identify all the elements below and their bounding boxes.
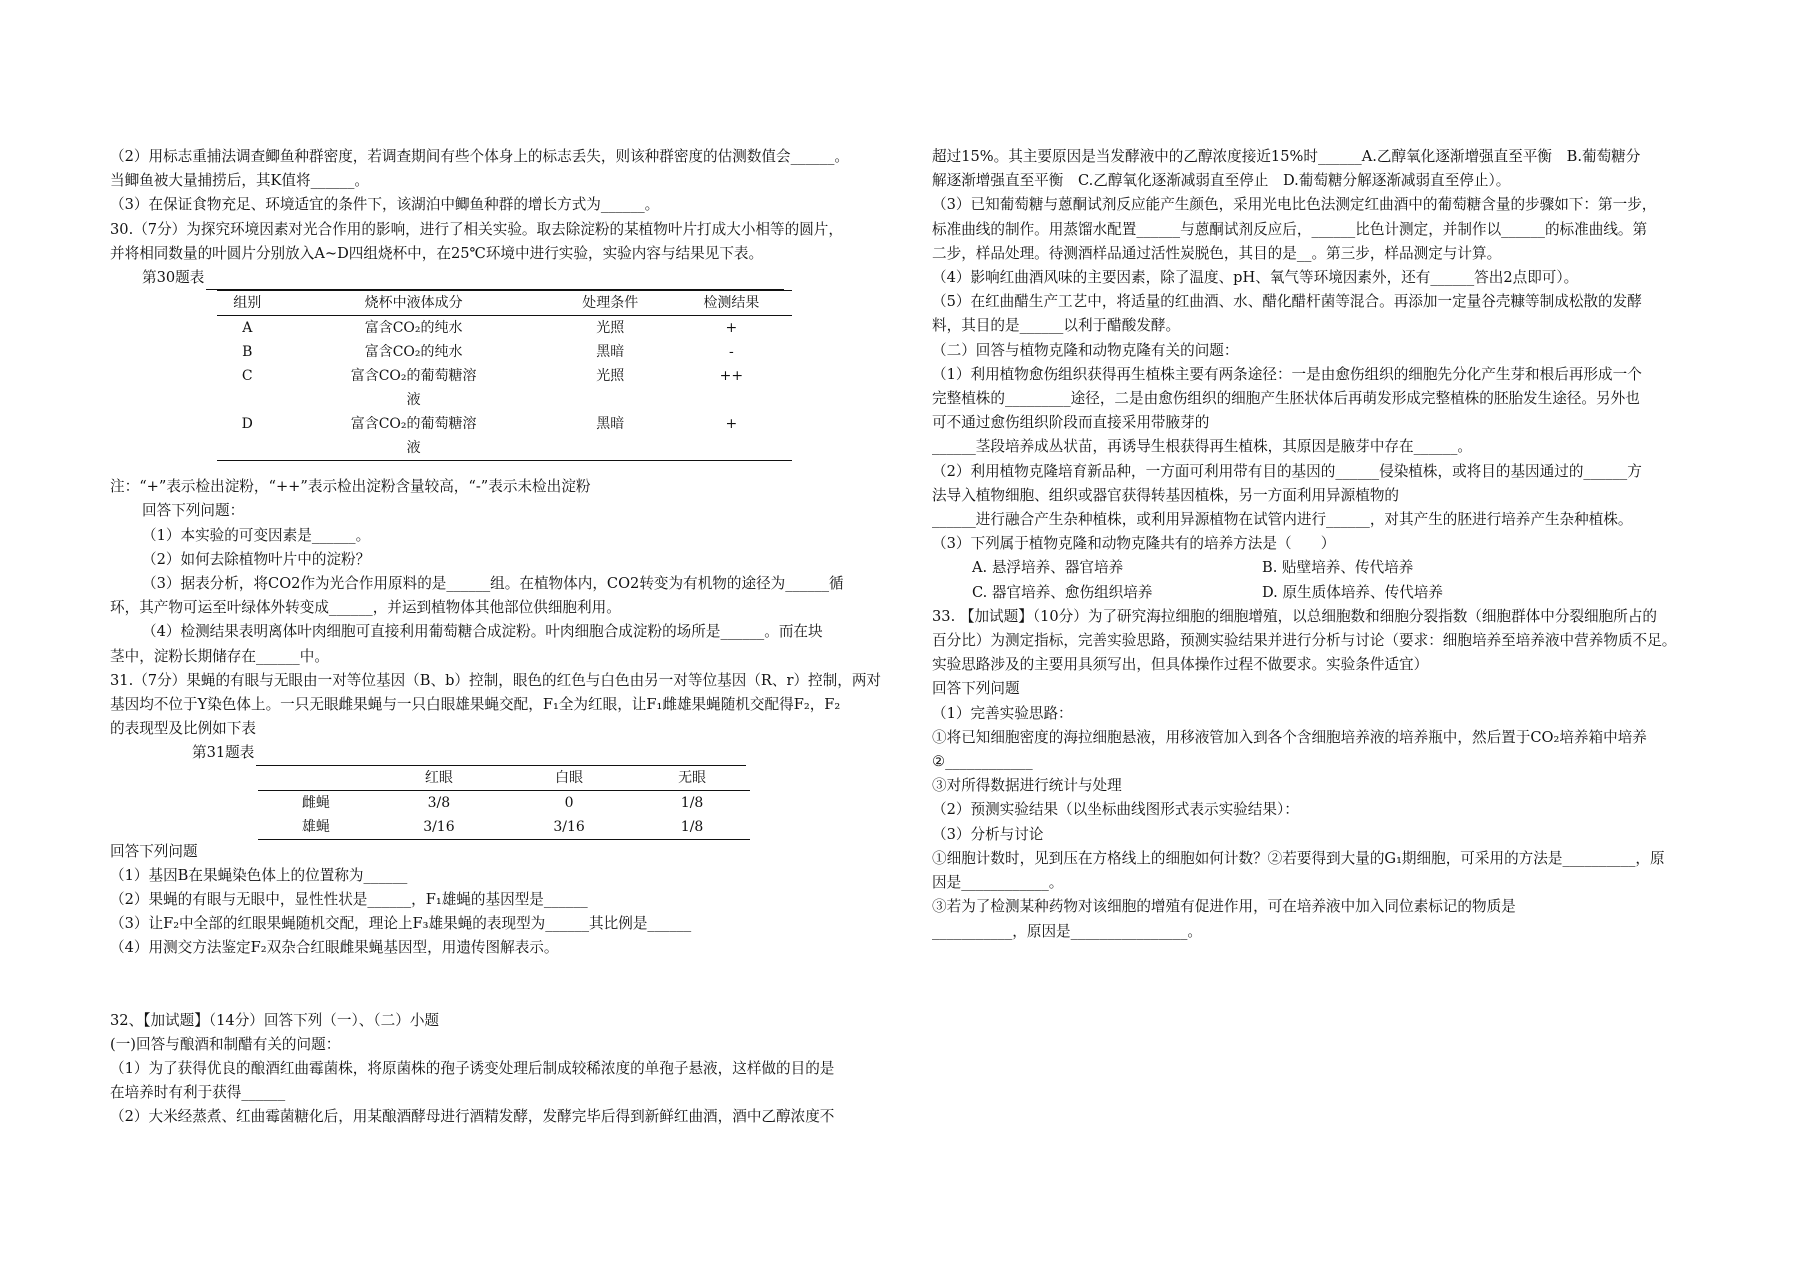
left-column: [110, 145, 910, 1130]
table31-caption-row: [110, 741, 910, 765]
table31-header-1: 红眼: [374, 766, 504, 791]
r-line-4: 标准曲线的制作。用蒸馏水配置______与蒽酮试剂反应后，______比色计测定，并制作以______的标准曲线。第: [932, 220, 1648, 238]
table31-header-0: [258, 766, 374, 791]
table30-header-3: 检测结果: [671, 291, 792, 316]
table31-cell: 3/16: [423, 818, 455, 835]
table30-header-2: 处理条件: [550, 291, 671, 316]
option-b: B. 贴壁培养、传代培养: [1262, 559, 1414, 577]
q29-3: （3）在保证食物充足、环境适宜的条件下，该湖泊中鲫鱼种群的增长方式为______。: [110, 196, 660, 214]
r-line-26: （2）预测实验结果（以坐标曲线图形式表示实验结果）：: [932, 801, 1299, 819]
q32-1-1a: （1）为了获得优良的酿酒红曲霉菌株，将原菌株的孢子诱变处理后制成较稀浓度的单孢子悬液，这样做的目的是: [110, 1060, 835, 1078]
r-line-7: （5）在红曲醋生产工艺中，将适量的红曲酒、水、醋化醋杆菌等混合。再添加一定量谷壳糠等制成松散的发酵: [932, 293, 1642, 311]
q32-title: 32、【加试题】（14分）回答下列（一）、（二）小题: [110, 1011, 440, 1029]
table30-caption: 第30题表: [142, 269, 205, 287]
table30-cell: +: [725, 320, 738, 337]
q30-intro-2: 并将相同数量的叶圆片分别放入A~D四组烧杯中，在25℃环境中进行实验，实验内容与结果见下表。: [110, 244, 764, 262]
q29-2: （2）用标志重捕法调查鲫鱼种群密度，若调查期间有些个体身上的标志丢失，则该种群密度的估测数值会______。: [110, 148, 849, 165]
q30-1: （1）本实验的可变因素是______。: [142, 526, 371, 544]
q31-intro-2: 基因均不位于Y染色体上。一只无眼雌果蝇与一只白眼雄果蝇交配，F₁全为红眼，让F₁雌雄果蝇随机交配得F₂，F₂: [110, 696, 841, 714]
r-line-9: （二）回答与植物克隆和动物克隆有关的问题：: [932, 341, 1239, 359]
table30-cell: [217, 436, 278, 461]
table30-cell: ++: [719, 368, 744, 385]
table31-cell: 雌蝇: [301, 794, 330, 811]
table31-header-3: 无眼: [634, 766, 750, 791]
q31-4: （4）用测交方法鉴定F₂双杂合红眼雌果蝇基因型，用遗传图解表示。: [110, 939, 559, 957]
q30-intro-1: 30.（7分）为探究环境因素对光合作用的影响，进行了相关实验。取去除淀粉的某植物叶片打成大小相等的圆片，: [110, 220, 843, 238]
q30-4b: 茎中，淀粉长期储存在______中。: [110, 647, 329, 665]
q31-ask: 回答下列问题: [110, 842, 198, 860]
r-line-28: ①细胞计数时，见到压在方格线上的细胞如何计数？②若要得到大量的G₁期细胞，可采用的方法是__________，原: [932, 849, 1665, 867]
table30-cell: -: [729, 344, 734, 361]
table-row: [258, 815, 750, 840]
table31-cell: 3/16: [553, 818, 585, 835]
table30-cell: B: [242, 344, 253, 361]
r-line-27: （3）分析与讨论: [932, 825, 1044, 843]
q30-ask: 回答下列问题：: [142, 502, 245, 520]
q30-note: 注：“+”表示检出淀粉，“++”表示检出淀粉含量较高，“-”表示未检出淀粉: [110, 478, 591, 496]
table30-cell: 黑暗: [596, 416, 625, 433]
table31-cell: 0: [564, 794, 574, 811]
q30-3a: （3）据表分析，将CO2作为光合作用原料的是______组。在植物体内，CO2转变为有机物的途径为______循: [142, 575, 844, 593]
table30-cell: 光照: [596, 368, 625, 385]
table30-cell: 液: [406, 440, 421, 457]
r-line-30: ③若为了检测某种药物对该细胞的增殖有促进作用，可在培养液中加入同位素标记的物质是: [932, 898, 1516, 916]
table30-caption-rule: [206, 277, 784, 290]
table30-cell: 富含CO₂的纯水: [364, 344, 463, 361]
options-row-2: [932, 581, 1732, 605]
right-column: [932, 145, 1732, 944]
q30-2: （2）如何去除植物叶片中的淀粉？: [142, 550, 371, 568]
table31-cell: 3/8: [427, 794, 451, 811]
table-row: [217, 340, 792, 364]
r-line-18: 33. 【加试题】（10分）为了研究海拉细胞的细胞增殖，以总细胞数和细胞分裂指数（细胞群体中分裂细胞所占的: [932, 607, 1658, 625]
r-line-8: 料，其目的是______以利于醋酸发酵。: [932, 317, 1181, 335]
q32-1-2a: （2）大米经蒸煮、红曲霉菌糖化后，用某酿酒酵母进行酒精发酵，发酵完毕后得到新鲜红曲酒，酒中乙醇浓度不: [110, 1108, 835, 1126]
table-30: [217, 290, 792, 461]
table30-header-0: 组别: [217, 291, 278, 316]
q30-3b: 环，其产物可运至叶绿体外转变成______，并运到植物体其他部位供细胞利用。: [110, 599, 621, 617]
table-row: [217, 412, 792, 436]
r-line-1: 超过15%。其主要原因是当发酵液中的乙醇浓度接近15%时______A.乙醇氧化逐渐增强直至平衡 B.葡萄糖分: [932, 148, 1641, 165]
r-line-5: 二步，样品处理。待测酒样品通过活性炭脱色，其目的是__。第三步，样品测定与计算。: [932, 244, 1502, 262]
r-line-11: 完整植株的_________途径，二是由愈伤组织的细胞产生胚状体后再萌发形成完整植株的胚胎发生途径。另外也: [932, 390, 1640, 408]
table-row: [217, 388, 792, 412]
table30-cell: 黑暗: [596, 344, 625, 361]
r-line-31: ___________，原因是________________。: [932, 922, 1202, 940]
table31-cell: 雄蝇: [301, 818, 330, 835]
r-line-22: （1）完善实验思路：: [932, 704, 1073, 722]
q31-intro-3: 的表现型及比例如下表: [110, 720, 256, 738]
options-row-1: [932, 556, 1732, 580]
r-line-24: ②____________: [932, 753, 1033, 771]
r-line-21: 回答下列问题: [932, 680, 1020, 698]
table30-header-1: 烧杯中液体成分: [278, 291, 550, 316]
r-line-15: 法导入植物细胞、组织或器官获得转基因植株，另一方面利用异源植物的: [932, 486, 1400, 504]
table31-cell: 1/8: [680, 794, 704, 811]
table31-cell: 1/8: [680, 818, 704, 835]
r-line-6: （4）影响红曲酒风味的主要因素，除了温度、pH、氧气等环境因素外，还有______答出2点即可）。: [932, 269, 1579, 287]
r-line-16: ______进行融合产生杂种植株，或利用异源植物在试管内进行______，对其产生的胚进行培养产生杂种植株。: [932, 511, 1633, 529]
table30-cell: 富含CO₂的葡萄糖溶: [350, 416, 477, 433]
table30-cell: D: [241, 416, 253, 433]
option-a: A. 悬浮培养、器官培养: [972, 559, 1124, 577]
option-d: D. 原生质体培养、传代培养: [1262, 583, 1443, 601]
q30-4a: （4）检测结果表明离体叶肉细胞可直接利用葡萄糖合成淀粉。叶肉细胞合成淀粉的场所是______。而在块: [142, 623, 823, 641]
table30-cell: 富含CO₂的葡萄糖溶: [350, 368, 477, 385]
q31-3: （3）让F₂中全部的红眼果蝇随机交配，理论上F₃雄果蝇的表现型为______其比例是______: [110, 915, 692, 933]
r-line-3: （3）已知葡萄糖与蒽酮试剂反应能产生颜色，采用光电比色法测定红曲酒中的葡萄糖含量的步骤如下：第一步，: [932, 196, 1657, 214]
table30-cell: C: [241, 368, 253, 385]
r-line-13: ______茎段培养成丛状苗，再诱导生根获得再生植株，其原因是腋芽中存在______。: [932, 438, 1472, 456]
table-row: [217, 436, 792, 461]
r-line-23: ①将已知细胞密度的海拉细胞悬液，用移液管加入到各个含细胞培养液的培养瓶中，然后置于CO₂培养箱中培养: [932, 728, 1647, 746]
table30-cell: +: [725, 416, 738, 433]
q32-part1-title: (一)回答与酿酒和制醋有关的问题：: [110, 1035, 341, 1053]
r-line-12: 可不通过愈伤组织阶段而直接采用带腋芽的: [932, 414, 1210, 432]
r-line-20: 实验思路涉及的主要用具须写出，但具体操作过程不做要求。实验条件适宜）: [932, 656, 1429, 674]
q31-1: （1）基因B在果蝇染色体上的位置称为______: [110, 866, 408, 884]
table30-cell: [217, 388, 278, 412]
table31-header-2: 白眼: [504, 766, 634, 791]
table30-cell: [550, 436, 671, 461]
table-31: [258, 766, 750, 840]
table30-cell: 液: [406, 392, 421, 409]
r-line-25: ③对所得数据进行统计与处理: [932, 777, 1122, 795]
table30-caption-row: [110, 266, 910, 290]
r-line-10: （1）利用植物愈伤组织获得再生植株主要有两条途径：一是由愈伤组织的细胞先分化产生芽和根后再形成一个: [932, 365, 1642, 383]
table30-cell: [671, 436, 792, 461]
table30-cell: [550, 388, 671, 412]
table-row: [217, 364, 792, 388]
q29-2-cont: 当鲫鱼被大量捕捞后，其K值将______。: [110, 172, 369, 190]
r-line-19: 百分比）为测定指标，完善实验思路，预测实验结果并进行分析与讨论（要求：细胞培养至培养液中营养物质不足。: [932, 632, 1677, 650]
r-line-14: （2）利用植物克隆培育新品种，一方面可利用带有目的基因的______侵染植株，或将目的基因通过的______方: [932, 462, 1642, 480]
table-row: [258, 790, 750, 815]
q31-2: （2）果蝇的有眼与无眼中，显性性状是______，F₁雄蝇的基因型是______: [110, 891, 588, 909]
option-c: C. 器官培养、愈伤组织培养: [972, 583, 1153, 601]
table31-caption-rule: [256, 753, 746, 766]
table31-caption: 第31题表: [192, 744, 255, 762]
table-row: [217, 316, 792, 341]
r-line-2: 解逐渐增强直至平衡 C.乙醇氧化逐渐减弱直至停止 D.葡萄糖分解逐渐减弱直至停止）。: [932, 172, 1511, 190]
r-line-29: 因是____________。: [932, 874, 1064, 892]
q31-intro-1: 31.（7分）果蝇的有眼与无眼由一对等位基因（B、b）控制，眼色的红色与白色由另一对等位基因（R、r）控制，两对: [110, 671, 882, 689]
table30-cell: 光照: [596, 320, 625, 337]
table30-cell: A: [242, 320, 253, 337]
table30-cell: [671, 388, 792, 412]
q32-1-1b: 在培养时有利于获得______: [110, 1084, 286, 1102]
table30-cell: 富含CO₂的纯水: [364, 320, 463, 337]
r-line-17: （3）下列属于植物克隆和动物克隆共有的培养方法是（ ）: [932, 535, 1336, 553]
